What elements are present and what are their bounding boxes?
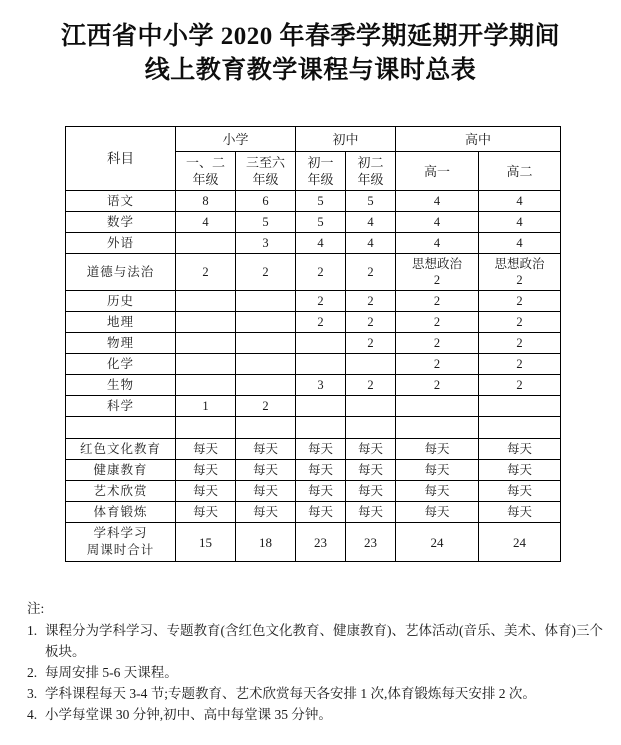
hours-cell-value: 4 [433,193,441,208]
hours-cell-senior-1 [396,354,479,375]
hours-cell-senior-2 [479,460,561,481]
hours-cell-senior-1 [396,291,479,312]
document-title [0,0,621,88]
hours-cell-senior-1 [396,460,479,481]
hours-cell-everyday: 每天 [308,441,334,456]
header-grade-primary-3-6-line1: 三至六 [246,155,286,170]
note-text: 每周安排 5-6 天课程。 [45,665,178,680]
hours-cell-junior-1 [296,481,346,502]
hours-cell-value: 4 [367,214,374,229]
table-header [66,127,561,191]
hours-cell-senior-2 [479,191,561,212]
table-spacer-row [66,417,561,439]
note-item [27,662,607,683]
hours-cell-value: 8 [202,193,209,208]
hours-cell-everyday: 每天 [358,483,384,498]
hours-cell-value: 4 [202,214,209,229]
notes-section [27,598,607,725]
hours-cell-value: 2 [317,293,324,308]
total-row-label-line2: 周课时合计 [86,543,155,557]
hours-cell-senior-2 [479,439,561,460]
note-number: 2. [27,665,38,680]
hours-cell-everyday: 每天 [308,483,334,498]
note-number: 1. [27,623,38,638]
hours-cell-everyday: 每天 [507,441,533,456]
table-row [66,212,561,233]
hours-cell-senior-1 [396,191,479,212]
header-stage-primary: 小学 [176,127,296,152]
hours-cell-primary-1-2 [176,212,236,233]
hours-cell-junior-2 [346,291,396,312]
hours-cell-primary-1-2 [176,312,236,333]
total-cell-junior-1: 23 [296,523,346,562]
hours-cell-primary-3-6 [236,291,296,312]
hours-cell-value: 5 [367,193,374,208]
hours-cell-junior-1 [296,333,346,354]
note-item [27,704,607,725]
hours-cell-primary-1-2 [176,375,236,396]
hours-cell-everyday: 每天 [192,483,218,498]
hours-cell-junior-1 [296,254,346,291]
hours-cell-junior-1 [296,354,346,375]
hours-cell-value: 2 [516,273,523,287]
hours-cell-primary-3-6 [236,396,296,417]
hours-cell-primary-3-6 [236,460,296,481]
hours-cell-senior-2 [479,396,561,417]
hours-cell-junior-2 [346,502,396,523]
note-item [27,683,607,704]
schedule-table-container [65,126,560,562]
note-number: 3. [27,686,38,701]
hours-cell-primary-3-6 [236,439,296,460]
hours-cell-junior-1 [296,439,346,460]
hours-cell-senior-1 [396,212,479,233]
header-grade-primary-3-6-line2: 年级 [252,172,279,187]
note-item [27,620,607,662]
hours-cell-value: 2 [367,335,374,350]
hours-cell-value: 2 [367,377,374,392]
hours-cell-value: 2 [433,356,441,371]
hours-cell-senior-2 [479,333,561,354]
subject-name-cell: 历史 [66,291,176,312]
hours-cell-everyday: 每天 [358,462,384,477]
hours-cell-senior-1 [396,439,479,460]
hours-cell-value: 2 [516,377,523,392]
hours-cell-senior-1 [396,481,479,502]
header-grade-junior-1 [296,152,346,191]
hours-cell-primary-3-6 [236,212,296,233]
hours-cell-everyday: 每天 [192,462,218,477]
hours-cell-value: 4 [433,214,441,229]
table-body [66,191,561,562]
hours-cell-junior-1 [296,396,346,417]
hours-cell-value: 5 [317,193,324,208]
hours-cell-value: 1 [202,398,209,413]
hours-cell-primary-1-2 [176,502,236,523]
hours-cell-senior-2 [479,233,561,254]
hours-cell-value: 5 [262,214,269,229]
hours-cell-senior-2 [479,291,561,312]
hours-cell-primary-1-2 [176,254,236,291]
title-line-1: 江西省中小学 2020 年春季学期延期开学期间 [60,23,560,50]
hours-cell-value: 6 [262,193,269,208]
hours-cell-senior-1 [396,396,479,417]
hours-cell-junior-1 [296,312,346,333]
hours-cell-everyday: 每天 [507,462,533,477]
hours-cell-junior-1 [296,191,346,212]
hours-cell-value: 2 [433,273,441,287]
table-row [66,396,561,417]
hours-cell-everyday: 每天 [424,504,450,519]
hours-cell-value: 2 [433,314,441,329]
hours-cell-senior-1 [396,375,479,396]
hours-cell-primary-1-2 [176,417,236,439]
hours-cell-value: 2 [317,314,324,329]
hours-cell-value: 2 [433,293,441,308]
hours-cell-value: 4 [516,193,523,208]
hours-cell-senior-1 [396,254,479,291]
hours-cell-subject-alias: 思想政治 [412,257,463,271]
hours-cell-value: 2 [262,398,269,413]
subject-name-cell: 生物 [66,375,176,396]
subject-name-cell: 地理 [66,312,176,333]
hours-cell-everyday: 每天 [507,483,533,498]
hours-cell-senior-2 [479,502,561,523]
hours-cell-everyday: 每天 [253,441,279,456]
hours-cell-junior-2 [346,417,396,439]
hours-cell-junior-2 [346,439,396,460]
hours-cell-senior-1 [396,312,479,333]
total-cell-senior-1: 24 [396,523,479,562]
header-grade-junior-1-line2: 年级 [307,172,334,187]
header-stage-senior: 高中 [396,127,561,152]
hours-cell-everyday: 每天 [253,504,279,519]
hours-cell-value: 4 [516,235,523,250]
hours-cell-primary-3-6 [236,502,296,523]
hours-cell-senior-2 [479,375,561,396]
header-grade-junior-2 [346,152,396,191]
header-subject-cell: 科目 [66,127,176,191]
hours-cell-everyday: 每天 [358,504,384,519]
subject-name-cell: 道德与法治 [66,254,176,291]
hours-cell-junior-1 [296,212,346,233]
header-grade-primary-1-2-line2: 年级 [192,172,219,187]
header-grade-primary-1-2 [176,152,236,191]
hours-cell-primary-3-6 [236,481,296,502]
note-text: 学科课程每天 3-4 节;专题教育、艺术欣赏每天各安排 1 次,体育锻炼每天安排 2 次。 [45,686,536,701]
table-row [66,254,561,291]
hours-cell-value: 2 [367,314,374,329]
hours-cell-everyday: 每天 [358,441,384,456]
header-stage-junior: 初中 [296,127,396,152]
table-row [66,312,561,333]
subject-name-cell [66,417,176,439]
hours-cell-junior-1 [296,291,346,312]
hours-cell-value: 2 [516,335,523,350]
hours-cell-primary-3-6 [236,333,296,354]
hours-cell-junior-2 [346,212,396,233]
hours-cell-value: 2 [433,335,441,350]
hours-cell-everyday: 每天 [308,504,334,519]
subject-name-cell: 艺术欣赏 [66,481,176,502]
hours-cell-primary-3-6 [236,233,296,254]
table-row [66,439,561,460]
hours-cell-junior-2 [346,481,396,502]
hours-cell-junior-2 [346,396,396,417]
hours-cell-senior-1 [396,417,479,439]
hours-cell-everyday: 每天 [507,504,533,519]
subject-name-cell: 红色文化教育 [66,439,176,460]
hours-cell-junior-2 [346,354,396,375]
hours-cell-senior-1 [396,233,479,254]
notes-heading: 注: [27,601,45,616]
hours-cell-senior-2 [479,254,561,291]
hours-cell-junior-2 [346,191,396,212]
hours-cell-junior-2 [346,233,396,254]
hours-cell-value: 2 [262,264,269,279]
header-grade-primary-1-2-line1: 一、二 [185,155,225,170]
hours-cell-everyday: 每天 [192,504,218,519]
hours-cell-junior-1 [296,460,346,481]
hours-cell-value: 2 [516,356,523,371]
hours-cell-primary-1-2 [176,333,236,354]
header-grade-junior-1-line1: 初一 [307,155,334,170]
hours-cell-value: 2 [202,264,209,279]
hours-cell-primary-1-2 [176,354,236,375]
subject-name-cell: 语文 [66,191,176,212]
table-row [66,333,561,354]
table-row [66,291,561,312]
hours-cell-everyday: 每天 [253,483,279,498]
subject-name-cell: 体育锻炼 [66,502,176,523]
hours-cell-junior-2 [346,333,396,354]
title-line-2: 线上教育教学课程与课时总表 [144,57,477,84]
hours-cell-value: 4 [367,235,374,250]
header-grade-senior-1: 高一 [396,152,479,191]
header-grade-primary-3-6 [236,152,296,191]
hours-cell-value: 4 [433,235,441,250]
hours-cell-value: 2 [367,264,374,279]
note-number: 4. [27,707,38,722]
hours-cell-junior-2 [346,312,396,333]
note-text: 小学每堂课 30 分钟,初中、高中每堂课 35 分钟。 [45,707,332,722]
hours-cell-primary-3-6 [236,354,296,375]
hours-cell-senior-1 [396,502,479,523]
header-grade-junior-2-line2: 年级 [357,172,384,187]
hours-cell-primary-3-6 [236,191,296,212]
hours-cell-value: 2 [317,264,324,279]
hours-cell-primary-1-2 [176,233,236,254]
header-grade-senior-2: 高二 [479,152,561,191]
subject-name-cell: 外语 [66,233,176,254]
header-stage-row [66,127,561,152]
hours-cell-everyday: 每天 [253,462,279,477]
table-row [66,233,561,254]
hours-cell-senior-2 [479,354,561,375]
note-text: 课程分为学科学习、专题教育(含红色文化教育、健康教育)、艺体活动(音乐、美术、体育)三个板块。 [45,623,603,659]
hours-cell-primary-1-2 [176,191,236,212]
hours-cell-value: 2 [367,293,374,308]
subject-name-cell: 化学 [66,354,176,375]
hours-cell-junior-1 [296,417,346,439]
hours-cell-senior-1 [396,333,479,354]
table-row [66,502,561,523]
subject-name-cell: 物理 [66,333,176,354]
total-cell-junior-2: 23 [346,523,396,562]
hours-cell-primary-1-2 [176,439,236,460]
hours-cell-everyday: 每天 [308,462,334,477]
hours-cell-primary-3-6 [236,312,296,333]
hours-cell-value: 2 [516,314,523,329]
hours-cell-junior-2 [346,254,396,291]
hours-cell-everyday: 每天 [424,483,450,498]
course-schedule-table [65,126,561,562]
hours-cell-value: 3 [317,377,324,392]
hours-cell-value: 2 [516,293,523,308]
table-row [66,191,561,212]
hours-cell-value: 4 [516,214,523,229]
hours-cell-everyday: 每天 [424,462,450,477]
table-row [66,354,561,375]
hours-cell-everyday: 每天 [424,441,450,456]
hours-cell-senior-2 [479,312,561,333]
hours-cell-primary-1-2 [176,481,236,502]
table-total-row [66,523,561,562]
hours-cell-primary-1-2 [176,460,236,481]
total-cell-primary-3-6: 18 [236,523,296,562]
hours-cell-primary-3-6 [236,375,296,396]
total-row-label-line1: 学科学习 [93,526,148,540]
hours-cell-senior-2 [479,481,561,502]
table-row [66,375,561,396]
subject-name-cell: 数学 [66,212,176,233]
notes-list [27,620,607,725]
hours-cell-value: 2 [433,377,441,392]
table-row [66,481,561,502]
hours-cell-primary-1-2 [176,396,236,417]
subject-name-cell: 健康教育 [66,460,176,481]
hours-cell-junior-1 [296,502,346,523]
hours-cell-value: 4 [317,235,324,250]
subject-name-cell: 科学 [66,396,176,417]
hours-cell-subject-alias: 思想政治 [494,257,545,271]
hours-cell-primary-3-6 [236,254,296,291]
hours-cell-junior-1 [296,233,346,254]
hours-cell-value: 3 [262,235,269,250]
total-cell-senior-2: 24 [479,523,561,562]
hours-cell-junior-2 [346,375,396,396]
hours-cell-senior-2 [479,212,561,233]
total-cell-primary-1-2: 15 [176,523,236,562]
hours-cell-primary-3-6 [236,417,296,439]
header-grade-junior-2-line1: 初二 [357,155,384,170]
table-row [66,460,561,481]
hours-cell-junior-2 [346,460,396,481]
hours-cell-value: 5 [317,214,324,229]
total-row-label [66,523,176,562]
hours-cell-everyday: 每天 [192,441,218,456]
hours-cell-senior-2 [479,417,561,439]
hours-cell-primary-1-2 [176,291,236,312]
hours-cell-junior-1 [296,375,346,396]
